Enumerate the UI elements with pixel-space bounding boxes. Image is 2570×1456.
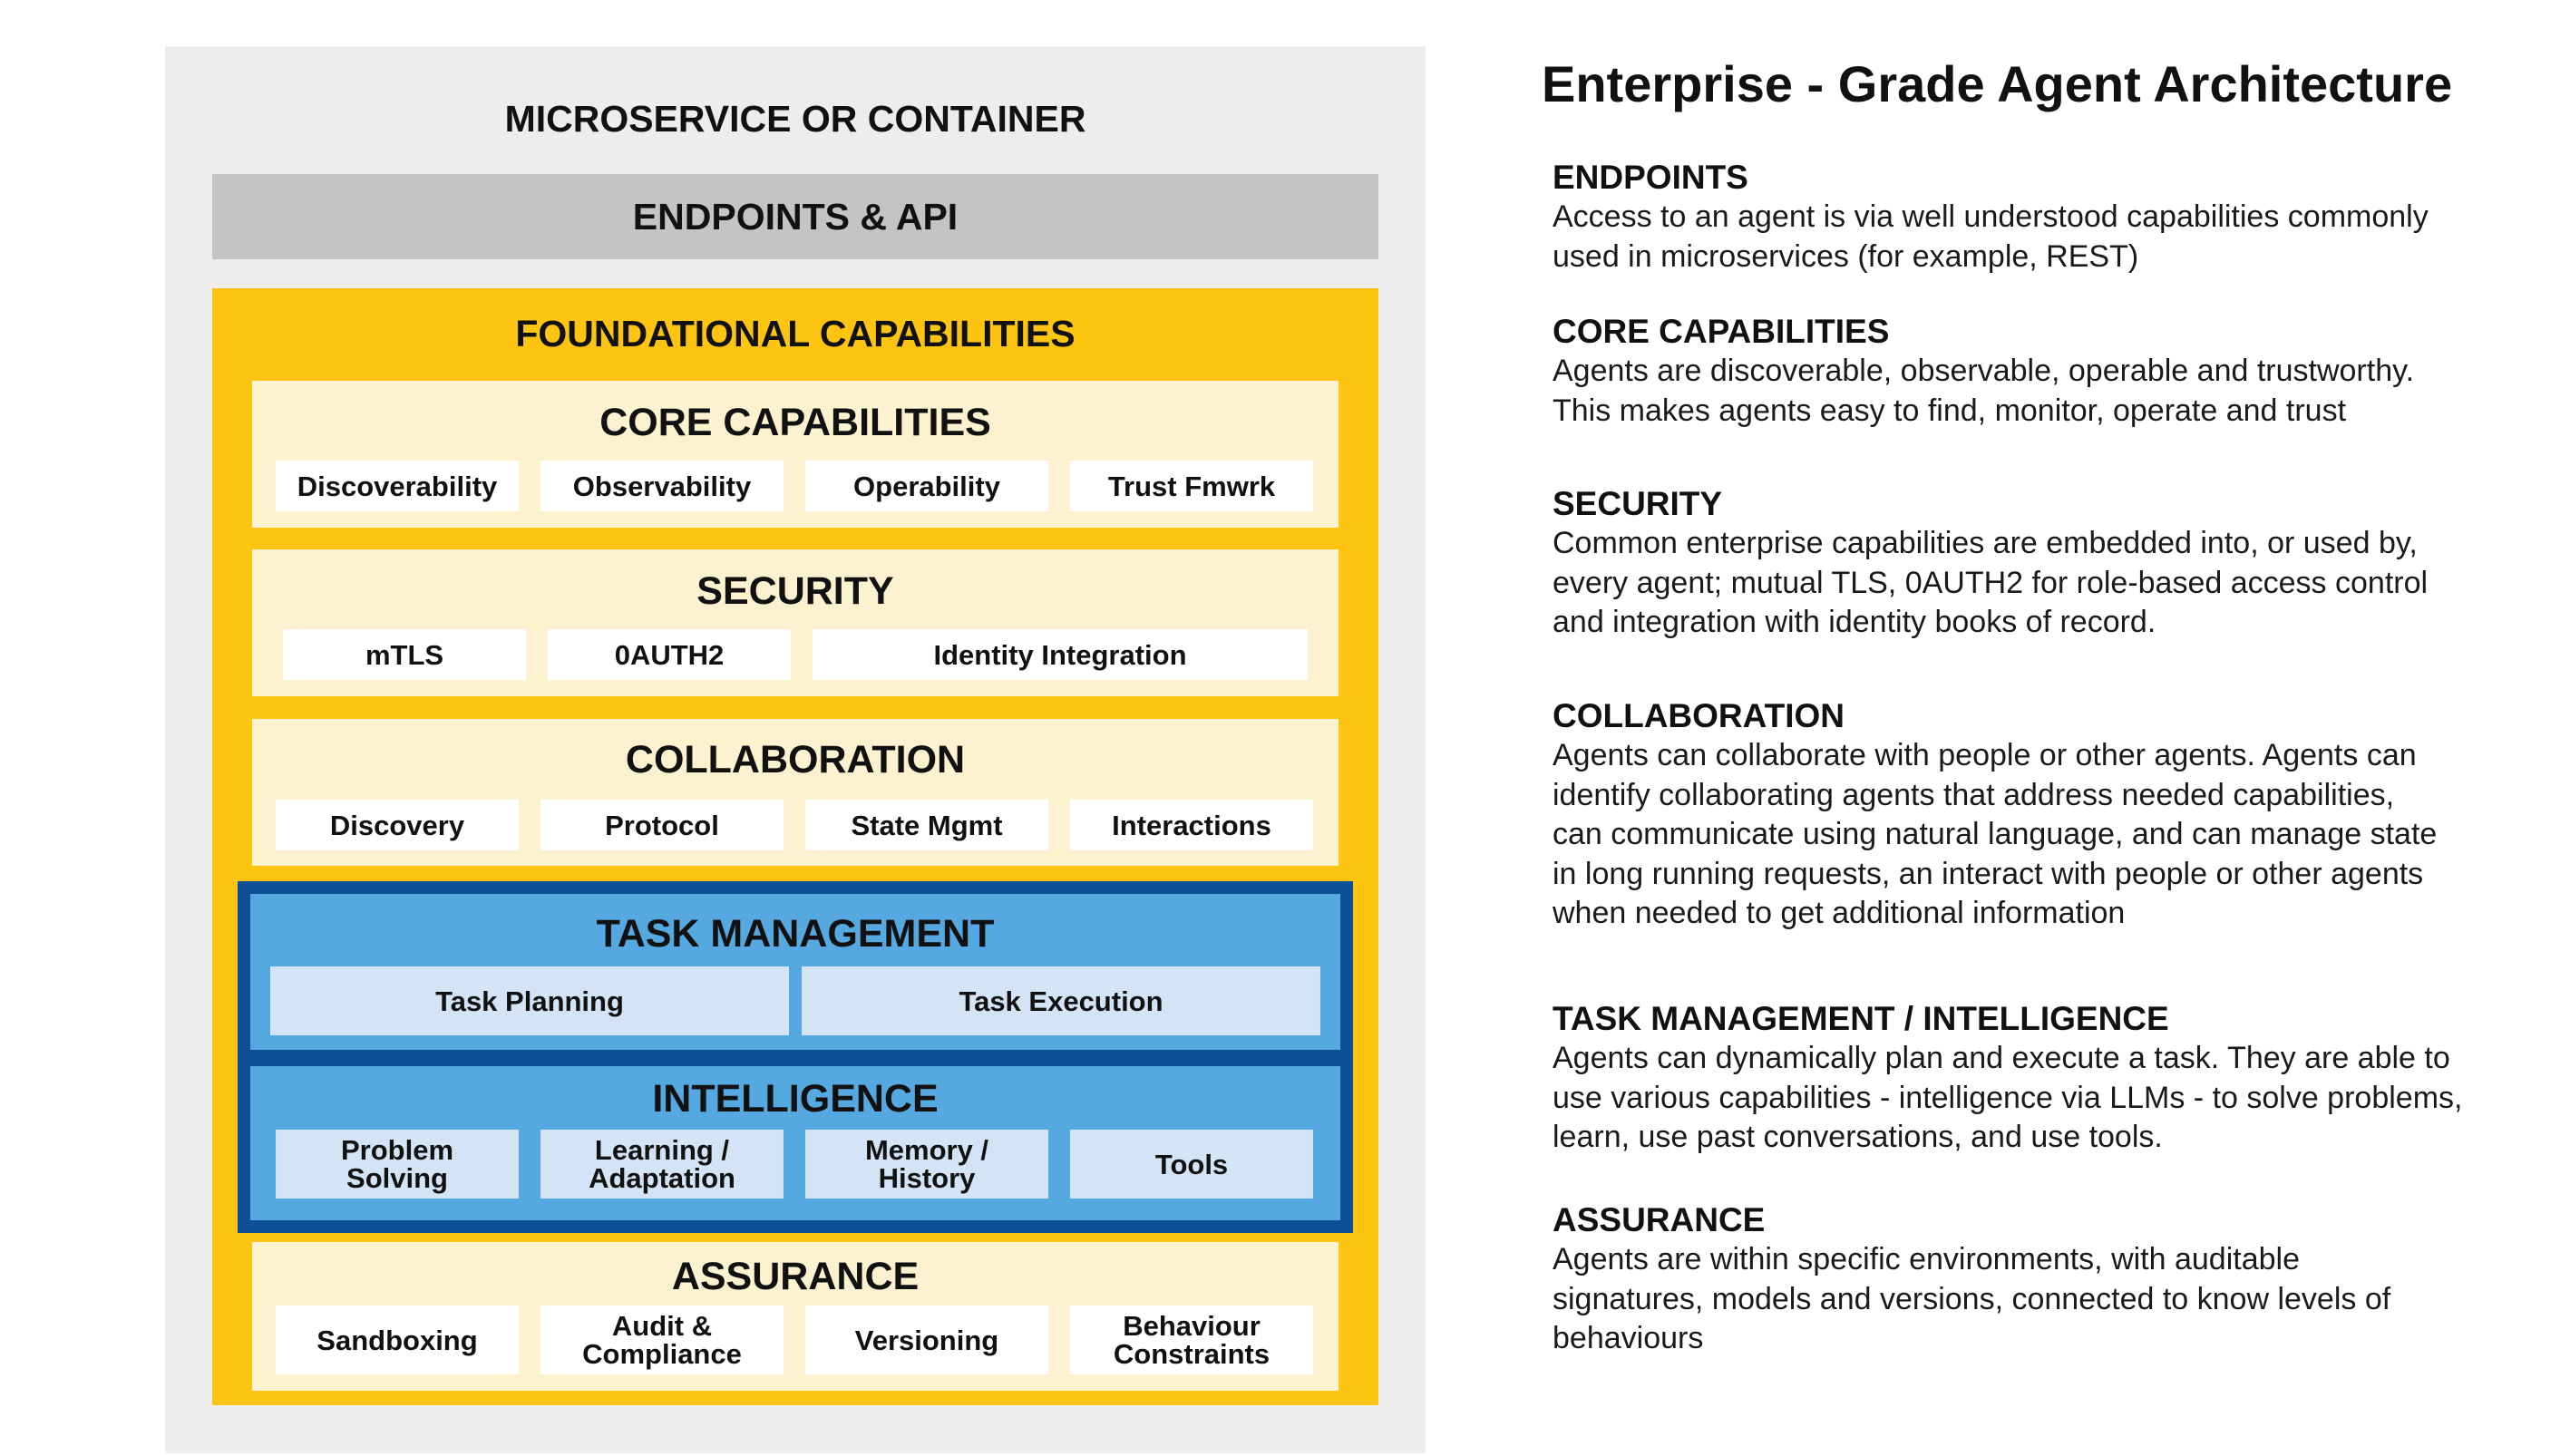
foundational-title: FOUNDATIONAL CAPABILITIES [515,312,1076,354]
legend-heading-endpoints: ENDPOINTS [1553,159,1748,196]
assurance-title: ASSURANCE [671,1254,920,1298]
chip-operability: Operability [805,461,1048,511]
collaboration-title: COLLABORATION [625,737,966,781]
container-title: MICROSERVICE OR CONTAINER [504,97,1086,140]
chip-discoverability: Discoverability [276,461,519,511]
endpoints-api-bar: ENDPOINTS & API [212,174,1378,259]
legend-text-security: Common enterprise capabilities are embedded into, or used by, every agent; mutual TLS, 0AUTH2 for role-based access control and integration with identity books of record. [1553,526,2429,639]
legend-title: Enterprise - Grade Agent Architecture [1542,54,2453,112]
chip-observability: Observability [540,461,784,511]
chip-interactions: Interactions [1070,800,1313,850]
chip-oauth2: 0AUTH2 [548,629,791,680]
chip-identity-integration: Identity Integration [813,629,1308,680]
chip-memory-history: Memory / History [805,1130,1048,1199]
chip-state-mgmt: State Mgmt [805,800,1048,850]
legend-heading-assurance: ASSURANCE [1553,1201,1766,1238]
legend-text-assurance: Agents are within specific environments, with auditable signatures, models and versions, connected to know levels of behaviours [1553,1242,2391,1355]
legend-text-core: Agents are discoverable, observable, operable and trustworthy. This makes agents easy to find, monitor, operate and trust [1553,354,2415,428]
chip-task-execution: Task Execution [802,966,1320,1035]
chip-discovery: Discovery [276,800,519,850]
chip-behaviour-constraints: Behaviour Constraints [1070,1306,1313,1374]
chip-problem-solving: Problem Solving [276,1130,519,1199]
legend-heading-task-intelligence: TASK MANAGEMENT / INTELLIGENCE [1553,1000,2169,1037]
chip-task-planning: Task Planning [270,966,789,1035]
chip-versioning: Versioning [805,1306,1048,1374]
chip-mtls: mTLS [283,629,526,680]
legend-text-task-intelligence: Agents can dynamically plan and execute a task. They are able to use various capabilities - intelligence via LLMs - to solve problems, learn, use past conversations, and use tools. [1553,1041,2463,1154]
chip-tools: Tools [1070,1130,1313,1199]
legend-heading-security: SECURITY [1553,485,1723,522]
chip-audit-compliance: Audit & Compliance [540,1306,784,1374]
legend-text-collaboration: Agents can collaborate with people or other agents. Agents can identify collaborating agents that address needed capabilities, can communicate using natural language, and can manage state in long running requests, an interact with people or other agents when needed to get additional information [1553,738,2438,930]
legend-heading-core: CORE CAPABILITIES [1553,313,1890,350]
legend-heading-collaboration: COLLABORATION [1553,697,1845,734]
task-management-title: TASK MANAGEMENT [596,911,995,956]
chip-trust-fmwrk: Trust Fmwrk [1070,461,1313,511]
security-title: SECURITY [696,568,894,613]
chip-sandboxing: Sandboxing [276,1306,519,1374]
chip-learning-adaptation: Learning / Adaptation [540,1130,784,1199]
chip-protocol: Protocol [540,800,784,850]
legend-text-endpoints: Access to an agent is via well understood capabilities commonly used in microservices (for example, REST) [1553,199,2429,274]
intelligence-title: INTELLIGENCE [652,1076,939,1121]
core-capabilities-title: CORE CAPABILITIES [599,400,991,444]
